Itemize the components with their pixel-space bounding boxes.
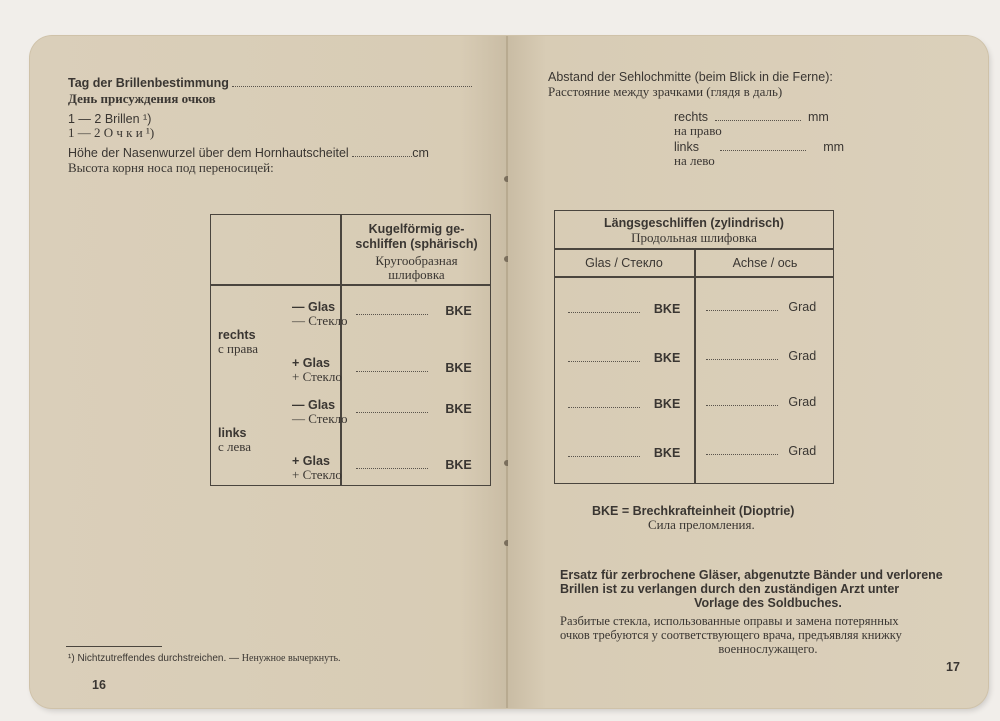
links-ru-r: на лево [674,153,715,168]
row4-value: BKE [356,458,472,472]
links-de-r: links mm [674,140,845,154]
cyl-row2-achse: Grad [706,349,816,363]
row2-ru: + Стекло [292,369,342,384]
ersatz-ru-2: очков требуются у соответствующего врача, предъявляя книжку [560,628,902,642]
rechts-de-r: rechts mm [674,110,829,124]
rechts-de: rechts [218,328,256,342]
row4-ru: + Стекло [292,467,342,482]
right-page [508,36,988,708]
row2-de: + Glas [292,356,330,370]
left-page [30,36,508,708]
cyl-row3-glas: BKE [568,397,680,411]
spherical-header-ru: Кругообразная шлифовка [375,253,458,282]
row1-value: BKE [356,304,472,318]
spherical-header-de: Kugelförmig ge- schliffen (sphärisch) [355,222,478,251]
abstand-ru: Расстояние между зрачками (глядя в даль) [548,84,783,99]
cyl-header-ru: Продольная шлифовка [631,230,757,245]
links-ru: с лева [218,439,252,454]
cyl-row3-achse: Grad [706,395,816,409]
ersatz-ru-1: Разбитые стекла, использованные оправы и замена потерянных [560,614,899,628]
cyl-row1-glas: BKE [568,302,680,316]
page-number-17: 17 [946,660,960,674]
cyl-row2-glas: BKE [568,351,680,365]
abstand-de: Abstand der Sehlochmitte (beim Blick in die Ferne): [548,70,833,84]
bke-definition-de: BKE = Brechkrafteinheit (Dioptrie) [592,504,795,518]
rechts-ru: с права [218,341,258,356]
row3-ru: — Стекло [292,411,348,426]
brillen-de: 1 — 2 Brillen ¹) [68,112,152,126]
footnote: ¹) Nichtzutreffendes durchstreichen. — Ненужное вычеркнуть. [68,653,341,664]
ersatz-de-2: Brillen ist zu verlangen durch den zuständigen Arzt unter [560,582,900,596]
bke-definition-ru: Сила преломления. [648,517,755,532]
row3-de: — Glas [292,398,336,412]
tag-ru: День присуждения очков [68,91,216,106]
col-glas: Glas / Стекло [585,256,663,270]
row1-de: — Glas [292,300,336,314]
ersatz-de-1: Ersatz für zerbrochene Gläser, abgenutzte Bänder und verlorene [560,568,943,582]
tag-de: Tag der Brillenbestimmung [68,76,472,90]
hoehe-de: Höhe der Nasenwurzel über dem Hornhautscheitel cm [68,146,429,160]
page-number-16: 16 [92,678,106,692]
links-de: links [218,426,247,440]
cyl-row1-achse: Grad [706,300,816,314]
hoehe-ru: Высота корня носа под переносицей: [68,160,274,175]
ersatz-de-3: Vorlage des Soldbuches. [694,596,842,610]
row1-ru: — Стекло [292,313,348,328]
row3-value: BKE [356,402,472,416]
cyl-row4-achse: Grad [706,444,816,458]
brillen-ru: 1 — 2 О ч к и ¹) [68,125,155,140]
cyl-row4-glas: BKE [568,446,680,460]
row2-value: BKE [356,361,472,375]
rechts-ru-r: на право [674,123,722,138]
cyl-header-de: Längsgeschliffen (zylindrisch) [604,216,784,230]
ersatz-ru-3: военнослужащего. [718,642,818,656]
row4-de: + Glas [292,454,330,468]
booklet [30,36,988,708]
col-achse: Achse / ось [732,256,798,270]
